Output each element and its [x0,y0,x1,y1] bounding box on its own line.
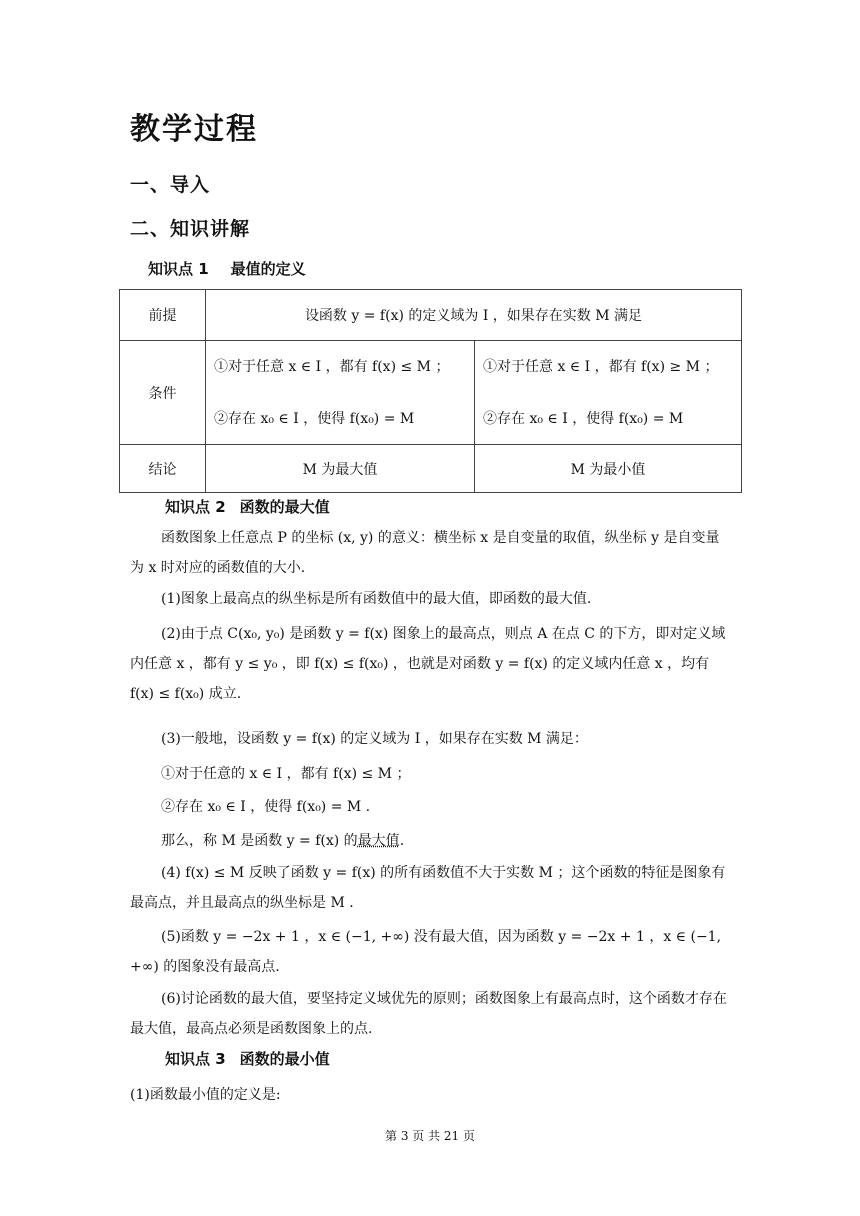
conclusion-min: M 为最小值 [475,445,742,493]
section-heading-knowledge: 二、知识讲解 [130,218,251,240]
extremum-definition-table [119,289,742,493]
condition-min-line-1: ①对于任意 x ∈ I ，都有 f(x) ≥ M ； [483,358,719,375]
condition-label: 条件 [120,341,206,445]
kp2-paragraph-3c-emphasis: 最大值 [357,833,400,849]
condition-max-line-2: ②存在 x₀ ∈ I ，使得 f(x₀) = M [214,410,415,427]
condition-min-line-2: ②存在 x₀ ∈ I ，使得 f(x₀) = M [483,410,684,427]
page-footer: 第 3 页 共 21 页 [385,1129,475,1143]
kp2-label: 知识点 2 [165,498,226,516]
kp2-paragraph-1: (1)图象上最高点的纵坐标是所有函数值中的最大值，即函数的最大值. [161,591,592,607]
kp2-paragraph-3c-post: . [399,833,405,849]
kp2-paragraph-3c-pre: 那么，称 M 是函数 y = f(x) 的 [161,833,358,849]
table-row-premise [120,290,742,341]
kp2-paragraph-4: (4) f(x) ≤ M 反映了函数 y = f(x) 的所有函数值不大于实数 M ；这个函数的特征是图象有最高点，并且最高点的纵坐标是 M . [130,865,726,911]
condition-min-cell [475,341,742,445]
premise-text: 设函数 y = f(x) 的定义域为 I ，如果存在实数 M 满足 [206,290,742,341]
kp3-label: 知识点 3 [165,1050,226,1068]
condition-max-line-1: ①对于任意 x ∈ I ，都有 f(x) ≤ M ； [214,358,450,375]
knowledge-point-1-heading [148,258,306,279]
kp1-label: 知识点 1 [148,260,209,278]
table-row-condition [120,341,742,445]
conclusion-max: M 为最大值 [206,445,475,493]
kp2-paragraph-3b: ②存在 x₀ ∈ I ，使得 f(x₀) = M . [161,799,371,815]
kp2-paragraph-6: (6)讨论函数的最大值，要坚持定义域优先的原则；函数图象上有最高点时，这个函数才存在最大值，最高点必须是函数图象上的点. [130,991,727,1037]
kp2-paragraph-3a: ①对于任意的 x ∈ I ，都有 f(x) ≤ M ； [161,766,411,782]
kp3-paragraph-1: (1)函数最小值的定义是: [130,1087,281,1103]
kp2-paragraph-intro: 函数图象上任意点 P 的坐标 (x, y) 的意义：横坐标 x 是自变量的取值，纵坐标 y 是自变量为 x 时对应的函数值的大小. [130,530,720,576]
kp2-paragraph-2: (2)由于点 C(x₀, y₀) 是函数 y = f(x) 图象上的最高点，则点 A 在点 C 的下方，即对定义域内任意 x ，都有 y ≤ y₀ ，即 f(x) ≤ f(x₀) ，也就是对函数 y = f(x) 的定义域内任意 x ，均有 f(x) ≤ f(x₀) 成立. [130,626,726,702]
kp2-paragraph-3c [130,826,730,856]
kp2-paragraph-5: (5)函数 y = −2x + 1 ，x ∈ (−1, +∞) 没有最大值，因为函数 y = −2x + 1 ，x ∈ (−1, +∞) 的图象没有最高点. [130,929,722,975]
kp3-name: 函数的最小值 [239,1050,330,1068]
kp2-name: 函数的最大值 [239,498,330,516]
table-row-conclusion [120,445,742,493]
knowledge-point-3-heading [165,1048,330,1069]
condition-max-cell [206,341,475,445]
page-title: 教学过程 [130,112,258,147]
premise-label: 前提 [120,290,206,341]
knowledge-point-2-heading [165,496,330,517]
section-heading-intro: 一、导入 [130,174,211,196]
conclusion-label: 结论 [120,445,206,493]
kp1-name: 最值的定义 [230,260,306,278]
kp2-paragraph-3: (3)一般地，设函数 y = f(x) 的定义域为 I ，如果存在实数 M 满足： [161,731,588,747]
